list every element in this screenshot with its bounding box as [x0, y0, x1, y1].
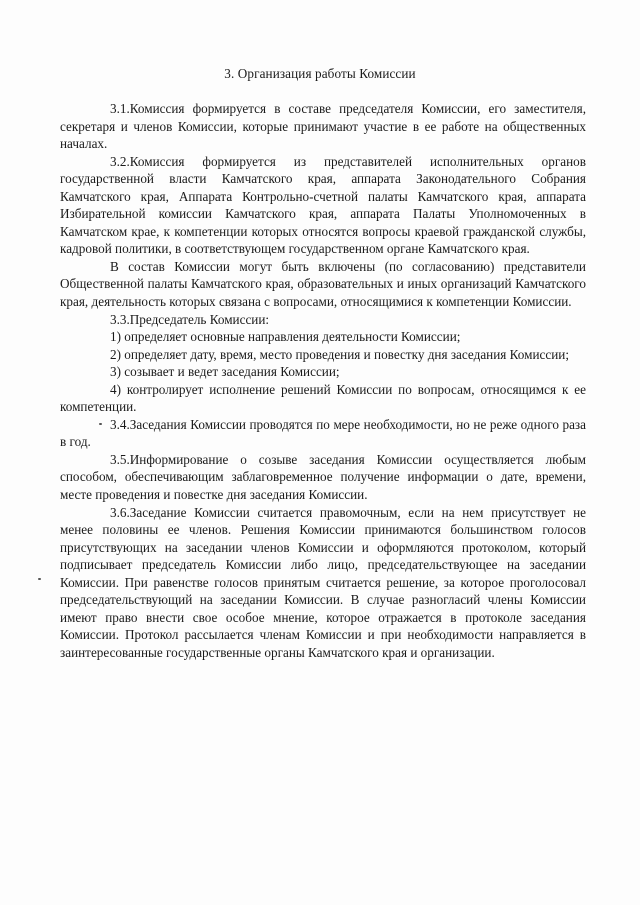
paragraph-3-2: 3.2.Комиссия формируется из представителей исполнительных органов государственной власти Камчатского края, аппарата Законодательного Собрания Камчатского края, Аппарата Контрольно-счетной палаты Камчатского края, аппарата Избирательной комиссии Камчатского края, аппарата Палаты Уполномоченных в Камчатском крае, к компетенции которых относятся вопросы краевой гражданской службы, кадровой политики, в соответствующем государственном органе Камчатского края.: [60, 153, 586, 257]
paragraph-3-1: 3.1.Комиссия формируется в составе председателя Комиссии, его заместителя, секретаря и членов Комиссии, которые принимают участие в ее работе на общественных началах.: [60, 101, 586, 152]
paragraph-3-3-item-4: 4) контролирует исполнение решений Комиссии по вопросам, относящимся к ее компетенции.: [60, 381, 586, 415]
document-body: [60, 100, 586, 662]
paragraph-3-6: 3.6.Заседание Комиссии считается правомочным, если на нем присутствует не менее половины ее членов. Решения Комиссии принимаются большинством голосов присутствующих на заседании членов Комиссии и оформляются протоколом, который подписывает председатель Комиссии либо лицо, председательствующее на заседании Комиссии. При равенстве голосов принятым считается решение, за которое проголосовал председательствующий на заседании Комиссии. В случае разногласий члены Комиссии имеют право внести свое особое мнение, которое отражается в протоколе заседания Комиссии. Протокол рассылается членам Комиссии и при необходимости направляется в заинтересованные государственные органы Камчатского края и организации.: [60, 504, 586, 660]
paragraph-3-3-item-3: 3) созывает и ведет заседания Комиссии;: [110, 364, 340, 380]
paragraph-3-4: 3.4.Заседания Комиссии проводятся по мере необходимости, но не реже одного раза в год.: [60, 416, 586, 450]
scan-speck: [99, 423, 102, 425]
scan-speck: [38, 578, 41, 580]
section-title: 3. Организация работы Комиссии: [224, 66, 416, 81]
paragraph-3-5: 3.5.Информирование о созыве заседания Комиссии осуществляется любым способом, обеспечивающим заблаговременное получение информации о дате, времени, месте проведения и повестке дня заседания Комиссии.: [60, 451, 586, 503]
paragraph-3-3-item-1: 1) определяет основные направления деятельности Комиссии;: [110, 329, 461, 345]
paragraph-3-2-composition: В состав Комиссии могут быть включены (по согласованию) представители Общественной палаты Камчатского края, образовательных и иных организаций Камчатского края, деятельность которых связана с вопросами, относящимися к компетенции Комиссии.: [60, 258, 586, 310]
paragraph-3-3-item-2: 2) определяет дату, время, место проведения и повестку дня заседания Комиссии;: [110, 346, 570, 362]
paragraph-3-3: 3.3.Председатель Комиссии:: [110, 311, 270, 327]
